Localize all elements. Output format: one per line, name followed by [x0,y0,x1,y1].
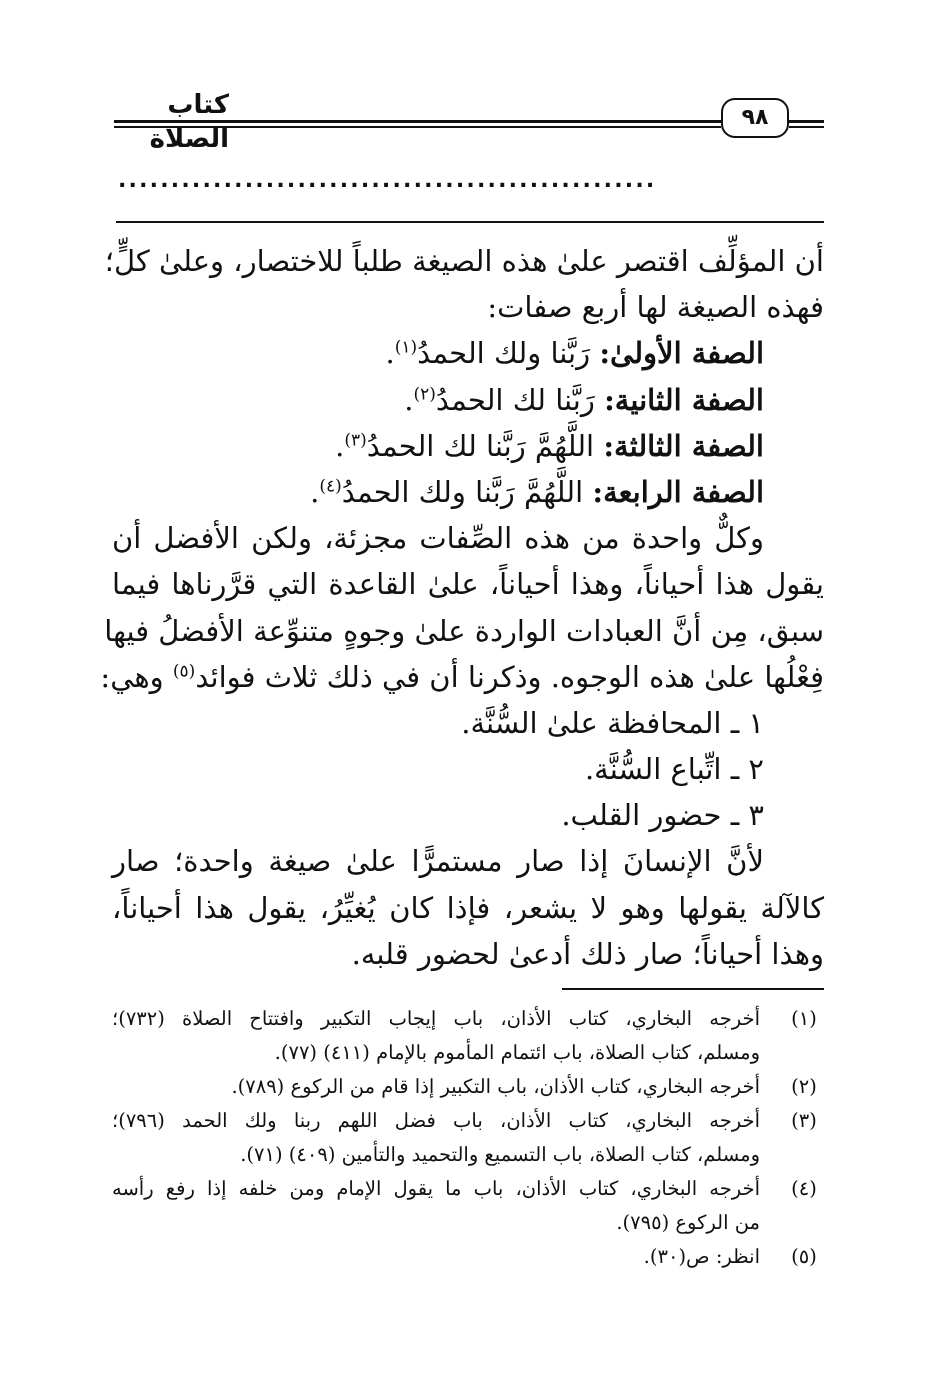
benefit-item: ٢ ـ اتِّباع السُّنَّة. [584,752,764,787]
form-line-1 [112,330,824,376]
footnotes [112,1002,824,1274]
text-line: فهذه الصيغة لها أربع صفات: [487,290,824,325]
form-end: . [404,382,414,417]
footnote-3 [112,1104,824,1172]
footnote-number: (٤) [791,1177,817,1200]
form-end: . [385,336,395,371]
footnote-line: من الركوع (٧٩٥). [616,1211,760,1234]
footnote-number: (٣) [791,1109,817,1132]
text-line: وكلٌّ واحدة من هذه الصِّفات مجزئة، ولكن الأفضل أن [112,521,764,556]
form-end: . [310,474,320,509]
benefit-item: ٣ ـ حضور القلب. [561,798,764,833]
form-line-2 [112,377,824,423]
footnote-5 [112,1240,824,1274]
form-text: رَبَّنا لك الحمدُ [435,382,595,417]
benefit-item: ١ ـ المحافظة علىٰ السُّنَّة. [461,705,764,740]
text-line: يقول هذا أحياناً، وهذا أحياناً، علىٰ القاعدة التي قرَّرناها فيما [112,567,824,602]
separator-rule [116,221,824,223]
footnote-line: انظر: ص(٣٠). [643,1245,760,1268]
text-line: كالآلة يقولها وهو لا يشعر، فإذا كان يُغيِّرُ، يقول هذا أحياناً، [112,890,824,925]
form-text: رَبَّنا ولك الحمدُ [417,336,591,371]
footnote-number: (١) [791,1007,817,1030]
footnote-rule [562,988,824,990]
footnote-ref[interactable]: (٣) [344,430,367,451]
form-text: اللَّهُمَّ رَبَّنا لك الحمدُ [366,428,595,463]
footnote-number: (٢) [791,1075,817,1098]
form-label: الصفة الرابعة: [592,474,764,509]
dotted-separator: ................................................... [118,168,657,193]
text-line: أن المؤلِّف اقتصر علىٰ هذه الصيغة طلباً للاختصار، وعلىٰ كلٍّ؛ [104,244,824,278]
footnote-line: أخرجه البخاري، كتاب الأذان، باب فضل اللهم ربنا ولك الحمد (٧٩٦)؛ [112,1109,760,1132]
form-end: . [335,428,345,463]
footnote-number: (٥) [791,1245,817,1268]
text-line: لأنَّ الإنسانَ إذا صار مستمرًّا علىٰ صيغة واحدة؛ صار [112,844,764,879]
footnote-ref[interactable]: (٢) [413,383,436,404]
text-line: وهذا أحياناً؛ صار ذلك أدعىٰ لحضور قلبه. [351,936,824,971]
form-label: الصفة الثالثة: [603,428,764,463]
text-line: سبق، مِن أنَّ العبادات الواردة علىٰ وجوهٍ متنوِّعة الأفضلُ فيها [104,613,824,648]
text-span: فِعْلُها علىٰ هذه الوجوه. وذكرنا أن في ذلك ثلاث فوائد [195,659,824,694]
form-label: الصفة الثانية: [604,382,764,417]
footnote-line: أخرجه البخاري، كتاب الأذان، باب التكبير إذا قام من الركوع (٧٨٩). [231,1075,760,1098]
form-label: الصفة الأولىٰ: [599,336,764,371]
form-text: اللَّهُمَّ رَبَّنا ولك الحمدُ [341,474,584,509]
footnote-line: ومسلم، كتاب الصلاة، باب التسميع والتحميد والتأمين (٤٠٩) (٧١). [240,1143,760,1166]
header-rule-right-bottom [789,126,824,128]
footnote-2 [112,1070,824,1104]
running-title: كتاب الصلاة [149,90,229,154]
page-number: ٩٨ [721,98,789,138]
header-rule-right-top [789,120,824,123]
footnote-ref[interactable]: (١) [394,337,418,358]
footnote-line: أخرجه البخاري، كتاب الأذان، باب إيجاب التكبير وافتتاح الصلاة (٧٣٢)؛ [112,1007,760,1030]
main-text [100,238,824,977]
text-line-with-ref [100,654,824,700]
footnote-ref[interactable]: (٥) [172,661,196,682]
footnote-line: أخرجه البخاري، كتاب الأذان، باب ما يقول الإمام ومن خلفه إذا رفع رأسه [112,1177,760,1200]
footnote-ref[interactable]: (٤) [319,476,342,497]
footnote-1 [112,1002,824,1070]
footnote-4 [112,1172,824,1240]
text-span: وهي: [100,659,173,694]
form-line-3 [112,423,824,469]
footnote-line: ومسلم، كتاب الصلاة، باب ائتمام المأموم بالإمام (٤١١) (٧٧). [274,1041,760,1064]
form-line-4 [112,469,824,515]
